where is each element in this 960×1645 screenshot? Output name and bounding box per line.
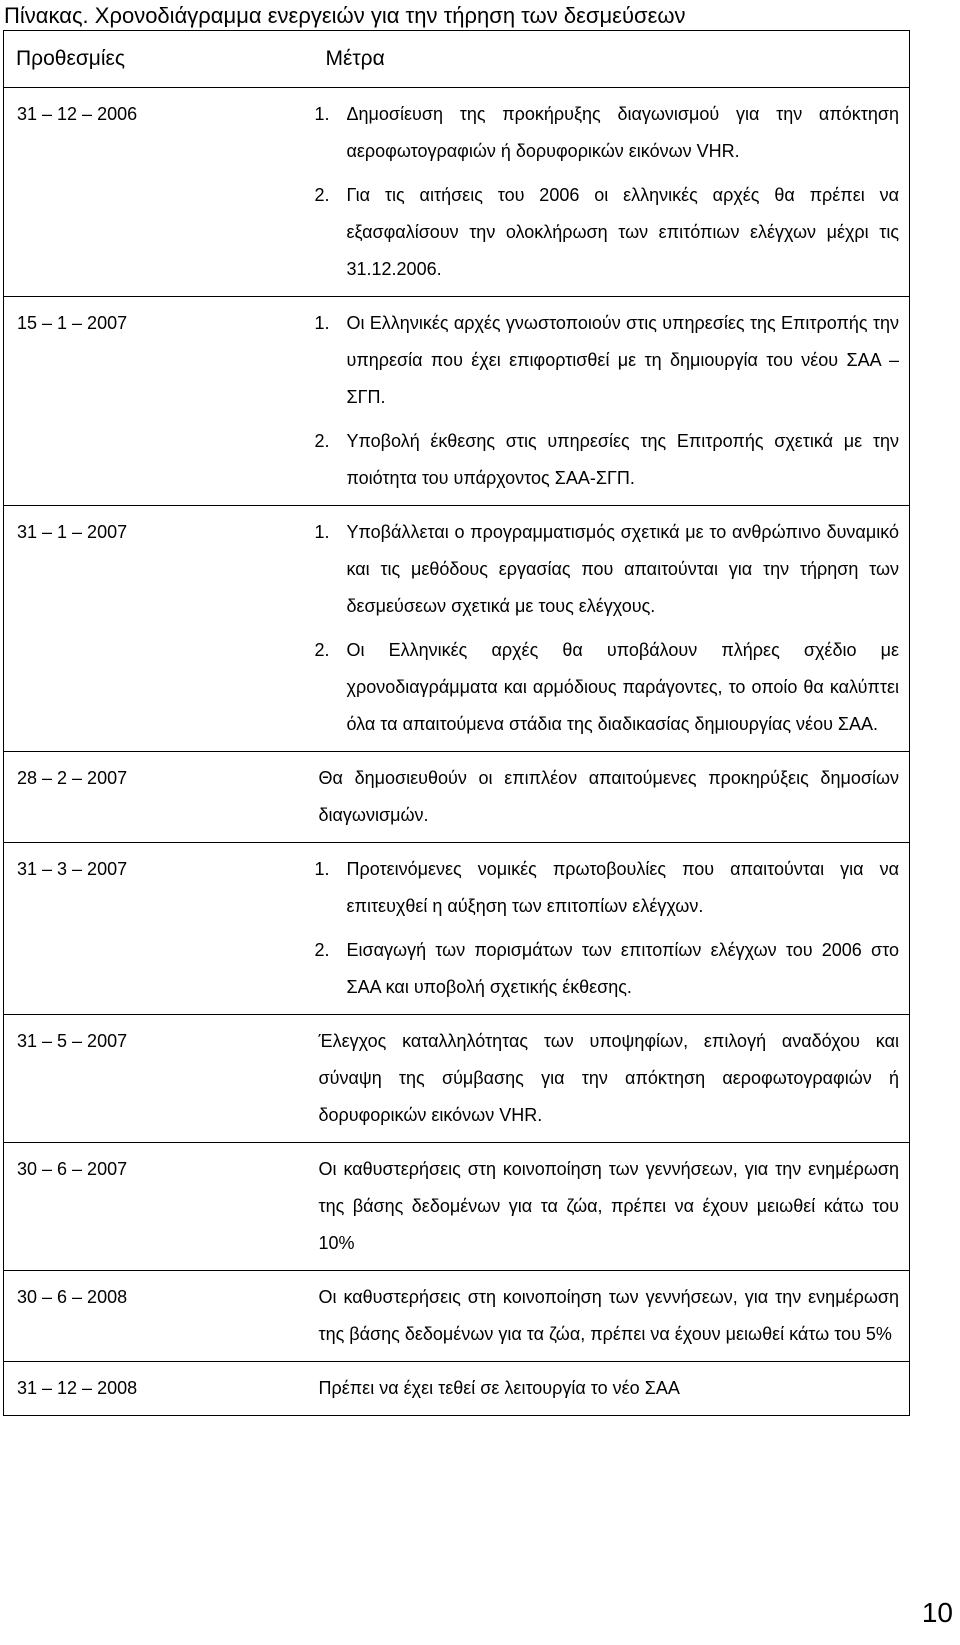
measure-item	[299, 96, 900, 170]
measures-cell	[299, 1015, 910, 1143]
measures-cell	[299, 752, 910, 843]
table-row	[4, 88, 910, 297]
measure-text: Προτεινόμενες νομικές πρωτοβουλίες που απαιτούνται για να επιτευχθεί η αύξηση των επιτοπίων ελέγχων.	[346, 859, 899, 916]
measure-number: 1.	[314, 859, 330, 879]
measure-text: Για τις αιτήσεις του 2006 οι ελληνικές αρχές θα πρέπει να εξασφαλίσουν την ολοκλήρωση των επιτόπιων ελέγχων μέχρι τις 31.12.2006.	[346, 185, 899, 279]
measures-cell	[299, 88, 910, 297]
measure-number: 1.	[314, 313, 330, 333]
page-number: 10	[921, 1597, 953, 1628]
measure-item	[299, 851, 900, 925]
measures-cell	[299, 297, 910, 506]
measures-cell	[299, 1143, 910, 1271]
table-row	[4, 1362, 910, 1416]
measure-number: 2.	[314, 940, 330, 960]
measures-cell	[299, 506, 910, 752]
measure-number: 2.	[314, 640, 330, 660]
measure-text: Έλεγχος καταλληλότητας των υποψηφίων, επιλογή αναδόχου και σύναψη της σύμβασης για την απόκτηση αεροφωτογραφιών ή δορυφορικών εικόνων VHR.	[318, 1031, 899, 1125]
measure-text: Υποβολή έκθεσης στις υπηρεσίες της Επιτροπής σχετικά με την ποιότητα του υπάρχοντος ΣΑΑ-ΣΓΠ.	[346, 431, 899, 488]
deadline-cell: 15 – 1 – 2007	[4, 297, 299, 506]
measure-text: Υποβάλλεται ο προγραμματισμός σχετικά με το ανθρώπινο δυναμικό και τις μεθόδους εργασίας που απαιτούνται για την τήρηση των δεσμεύσεων σχετικά με τους ελέγχους.	[346, 522, 899, 616]
table-row	[4, 1271, 910, 1362]
table-row	[4, 752, 910, 843]
measure-text: Πρέπει να έχει τεθεί σε λειτουργία το νέο ΣΑΑ	[318, 1378, 680, 1398]
deadline-cell: 30 – 6 – 2007	[4, 1143, 299, 1271]
measure-text: Οι Ελληνικές αρχές θα υποβάλουν πλήρες σχέδιο με χρονοδιαγράμματα και αρμόδιους παράγοντες, το οποίο θα καλύπτει όλα τα απαιτούμενα στάδια της διαδικασίας δημιουργίας νέου ΣΑΑ.	[346, 640, 899, 734]
table-row	[4, 843, 910, 1015]
deadline-cell: 31 – 5 – 2007	[4, 1015, 299, 1143]
deadline-cell: 28 – 2 – 2007	[4, 752, 299, 843]
measure-item	[299, 632, 900, 743]
deadline-cell: 31 – 3 – 2007	[4, 843, 299, 1015]
measure-number: 1.	[314, 104, 330, 124]
measure-item	[299, 177, 900, 288]
deadline-cell: 31 – 1 – 2007	[4, 506, 299, 752]
table-row	[4, 1015, 910, 1143]
schedule-table	[3, 30, 910, 1416]
deadline-cell: 31 – 12 – 2006	[4, 88, 299, 297]
measure-text: Θα δημοσιευθούν οι επιπλέον απαιτούμενες προκηρύξεις δημοσίων διαγωνισμών.	[318, 768, 899, 825]
measure-text: Οι καθυστερήσεις στη κοινοποίηση των γεννήσεων, για την ενημέρωση της βάσης δεδομένων για τα ζώα, πρέπει να έχουν μειωθεί κάτω του 5%	[318, 1287, 899, 1344]
deadline-cell: 31 – 12 – 2008	[4, 1362, 299, 1416]
measure-number: 2.	[314, 185, 330, 205]
measure-item	[299, 514, 900, 625]
measure-item	[299, 305, 900, 416]
measure-text: Οι καθυστερήσεις στη κοινοποίηση των γεννήσεων, για την ενημέρωση της βάσης δεδομένων για τα ζώα, πρέπει να έχουν μειωθεί κάτω του 10%	[318, 1159, 899, 1253]
measure-item	[299, 932, 900, 1006]
table-header-row	[4, 31, 910, 88]
measure-text: Οι Ελληνικές αρχές γνωστοποιούν στις υπηρεσίες της Επιτροπής την υπηρεσία που έχει επιφορτισθεί με τη δημιουργία του νέου ΣΑΑ – ΣΓΠ.	[346, 313, 899, 407]
table-row	[4, 506, 910, 752]
header-measures: Μέτρα	[299, 31, 910, 88]
measure-number: 2.	[314, 431, 330, 451]
deadline-cell: 30 – 6 – 2008	[4, 1271, 299, 1362]
measures-cell	[299, 1271, 910, 1362]
table-row	[4, 297, 910, 506]
measure-number: 1.	[314, 522, 330, 542]
header-deadlines: Προθεσμίες	[4, 31, 299, 88]
measure-item	[299, 423, 900, 497]
measures-cell	[299, 843, 910, 1015]
measure-text: Δημοσίευση της προκήρυξης διαγωνισμού για την απόκτηση αεροφωτογραφιών ή δορυφορικών εικόνων VHR.	[346, 104, 899, 161]
table-row	[4, 1143, 910, 1271]
table-caption: Πίνακας. Χρονοδιάγραμμα ενεργειών για την τήρηση των δεσμεύσεων	[4, 3, 686, 28]
measures-cell	[299, 1362, 910, 1416]
measure-text: Εισαγωγή των πορισμάτων των επιτοπίων ελέγχων του 2006 στο ΣΑΑ και υποβολή σχετικής έκθεσης.	[346, 940, 899, 997]
